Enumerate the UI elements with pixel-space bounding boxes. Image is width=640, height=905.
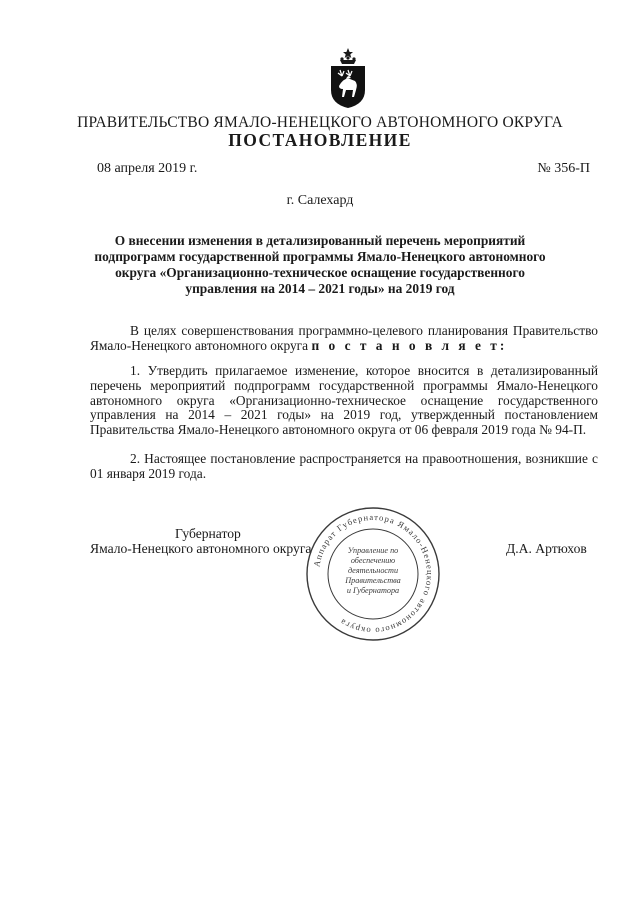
stamp-inner-line: деятельности xyxy=(347,566,399,575)
item-2-text: 2. Настоящее постановление распространяется на правоотношения, возникшие с 01 января 2019 года. xyxy=(90,451,598,481)
item-1-paragraph xyxy=(90,364,598,438)
stamp-ring-text: Аппарат Губернатора Ямало-Ненецкого автономного округа xyxy=(311,511,436,637)
issuing-authority: ПРАВИТЕЛЬСТВО ЯМАЛО-НЕНЕЦКОГО АВТОНОМНОГО ОКРУГА xyxy=(77,114,563,131)
stamp-inner-line: Правительства xyxy=(345,576,401,585)
resolves-word: п о с т а н о в л я е т: xyxy=(311,337,508,353)
document-city: г. Салехард xyxy=(286,193,354,208)
document-date: 08 апреля 2019 г. xyxy=(97,161,198,176)
stamp-inner-line: и Губернатора xyxy=(346,586,400,595)
yamal-coat-of-arms-icon xyxy=(328,46,368,110)
official-stamp-icon xyxy=(303,504,443,644)
document-type: ПОСТАНОВЛЕНИЕ xyxy=(228,130,412,150)
signatory-name: Д.А. Артюхов xyxy=(506,541,587,556)
item-1-text: 1. Утвердить прилагаемое изменение, которое вносится в детализированный перечень мероприятий подпрограмм государственной программы Ямало-Ненецкого автономного округа «Организационно-техническое оснащение государственного управления на 2014 – 2021 годы» на 2019 год, утвержденный постановлением Правительства Ямало-Ненецкого автономного округа от 06 февраля 2019 года № 94-П. xyxy=(90,363,598,438)
preamble-text: В целях совершенствования программно-целевого планирования Правительство Ямало-Ненецкого автономного округа xyxy=(90,323,598,353)
signatory-organization: Ямало-Ненецкого автономного округа xyxy=(90,541,312,556)
stamp-inner-line: Управление по xyxy=(347,546,399,555)
signatory-title: Губернатор xyxy=(175,526,241,541)
preamble-paragraph xyxy=(90,324,598,354)
item-2-paragraph xyxy=(90,452,598,482)
stamp-inner-line: обеспечению xyxy=(350,556,396,565)
document-number: № 356-П xyxy=(537,161,590,176)
document-title: О внесении изменения в детализированный перечень мероприятий подпрограмм государственной программы Ямало-Ненецкого автономного округа «Организационно-техническое оснащение государственного управления на 2014 – 2021 годы» на 2019 год xyxy=(94,233,546,296)
